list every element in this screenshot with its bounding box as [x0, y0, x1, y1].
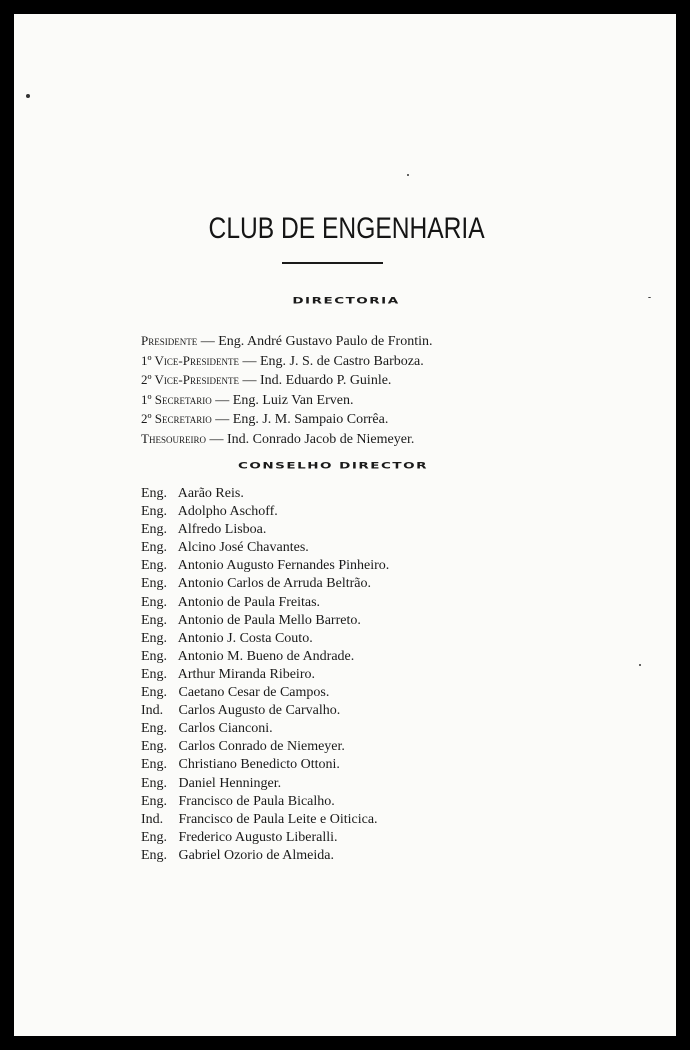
member-line	[141, 684, 481, 702]
member-line	[141, 648, 481, 666]
member-line	[141, 775, 481, 793]
officer-name: Eng. J. S. de Castro Barboza.	[260, 353, 424, 369]
member-title: Ind.	[141, 703, 164, 719]
member-line	[141, 811, 481, 829]
member-title: Eng.	[141, 847, 168, 863]
member-title: Eng.	[141, 648, 168, 664]
officer-role: 2º Vice-Presidente	[141, 372, 239, 388]
member-title: Eng.	[141, 666, 168, 682]
member-title: Eng.	[141, 793, 168, 809]
member-title: Ind.	[141, 811, 164, 827]
member-title: Eng.	[141, 630, 168, 646]
member-line	[141, 756, 481, 774]
member-name: Daniel Henninger.	[178, 775, 282, 791]
officer-line	[141, 352, 501, 372]
member-title: Eng.	[141, 594, 168, 610]
officer-name: Ind. Conrado Jacob de Niemeyer.	[226, 431, 415, 447]
member-name: Antonio de Paula Freitas.	[177, 594, 321, 610]
member-title: Eng.	[141, 685, 168, 701]
member-name: Adolpho Aschoff.	[177, 504, 278, 520]
member-line	[141, 720, 481, 738]
member-title: Eng.	[141, 612, 168, 628]
officer-role: 1º Secretario	[141, 391, 212, 407]
member-name: Gabriel Ozorio de Almeida.	[178, 847, 335, 863]
member-title: Eng.	[141, 558, 168, 574]
scan-speck	[26, 94, 30, 98]
member-name: Carlos Conrado de Niemeyer.	[178, 739, 345, 755]
officer-line	[141, 430, 501, 450]
member-name: Aarão Reis.	[177, 486, 244, 501]
member-title: Eng.	[141, 504, 168, 520]
member-title: Eng.	[141, 775, 168, 791]
member-line	[141, 847, 481, 865]
member-name: Antonio de Paula Mello Barreto.	[177, 612, 361, 628]
member-name: Carlos Cianconi.	[178, 721, 273, 737]
officer-role: Presidente	[141, 333, 198, 348]
title-rule	[282, 262, 383, 264]
member-title: Eng.	[141, 540, 168, 556]
officer-separator: —	[205, 431, 227, 447]
member-name: Antonio Augusto Fernandes Pinheiro.	[177, 558, 390, 574]
officer-name: Eng. Luiz Van Erven.	[232, 392, 354, 408]
officer-name: Eng. André Gustavo Paulo de Frontin.	[218, 334, 433, 349]
member-name: Francisco de Paula Leite e Oiticica.	[178, 811, 378, 827]
member-line	[141, 503, 481, 521]
conselho-list	[141, 485, 481, 865]
member-title: Eng.	[141, 829, 168, 845]
member-title: Eng.	[141, 486, 168, 501]
member-line	[141, 793, 481, 811]
officer-separator: —	[197, 334, 219, 349]
document-page	[14, 14, 676, 1036]
member-title: Eng.	[141, 721, 168, 737]
scan-speck	[407, 174, 409, 176]
member-line	[141, 521, 481, 539]
member-name: Christiano Benedicto Ottoni.	[178, 757, 340, 773]
member-line	[141, 630, 481, 648]
member-line	[141, 594, 481, 612]
officer-line	[141, 391, 501, 411]
member-name: Antonio Carlos de Arruda Beltrão.	[177, 576, 371, 592]
member-line	[141, 557, 481, 575]
officer-separator: —	[239, 373, 260, 389]
member-name: Frederico Augusto Liberalli.	[178, 829, 338, 845]
member-line	[141, 702, 481, 720]
member-line	[141, 485, 481, 503]
officer-line	[141, 410, 501, 430]
officer-name: Ind. Eduardo P. Guinle.	[260, 373, 392, 389]
member-name: Alfredo Lisboa.	[177, 522, 267, 538]
officer-separator: —	[211, 412, 233, 428]
member-name: Caetano Cesar de Campos.	[178, 685, 330, 701]
scan-speck	[648, 297, 651, 298]
member-line	[141, 612, 481, 630]
officer-separator: —	[211, 392, 233, 408]
member-line	[141, 539, 481, 557]
member-name: Antonio M. Bueno de Andrade.	[177, 648, 355, 664]
directoria-list	[141, 332, 501, 450]
member-title: Eng.	[141, 522, 168, 538]
member-name: Francisco de Paula Bicalho.	[178, 793, 335, 809]
officer-role: Thesoureiro	[141, 430, 206, 446]
member-name: Carlos Augusto de Carvalho.	[178, 703, 341, 719]
member-title: Eng.	[141, 576, 168, 592]
officer-separator: —	[239, 353, 260, 369]
member-line	[141, 829, 481, 847]
section-heading-directoria: DIRECTORIA	[292, 296, 400, 306]
member-name: Antonio J. Costa Couto.	[177, 630, 313, 646]
member-line	[141, 738, 481, 756]
member-title: Eng.	[141, 757, 168, 773]
officer-role: 1º Vice-Presidente	[141, 352, 239, 368]
scan-speck	[639, 664, 641, 666]
page-title: CLUB DE ENGENHARIA	[208, 212, 485, 245]
member-title: Eng.	[141, 739, 168, 755]
member-name: Alcino José Chavantes.	[177, 540, 309, 556]
officer-role: 2º Secretario	[141, 411, 212, 427]
officer-line	[141, 332, 501, 352]
member-name: Arthur Miranda Ribeiro.	[177, 666, 315, 682]
member-line	[141, 575, 481, 593]
officer-name: Eng. J. M. Sampaio Corrêa.	[232, 412, 389, 428]
officer-line	[141, 371, 501, 391]
member-line	[141, 666, 481, 684]
section-heading-conselho: CONSELHO DIRECTOR	[237, 461, 429, 471]
